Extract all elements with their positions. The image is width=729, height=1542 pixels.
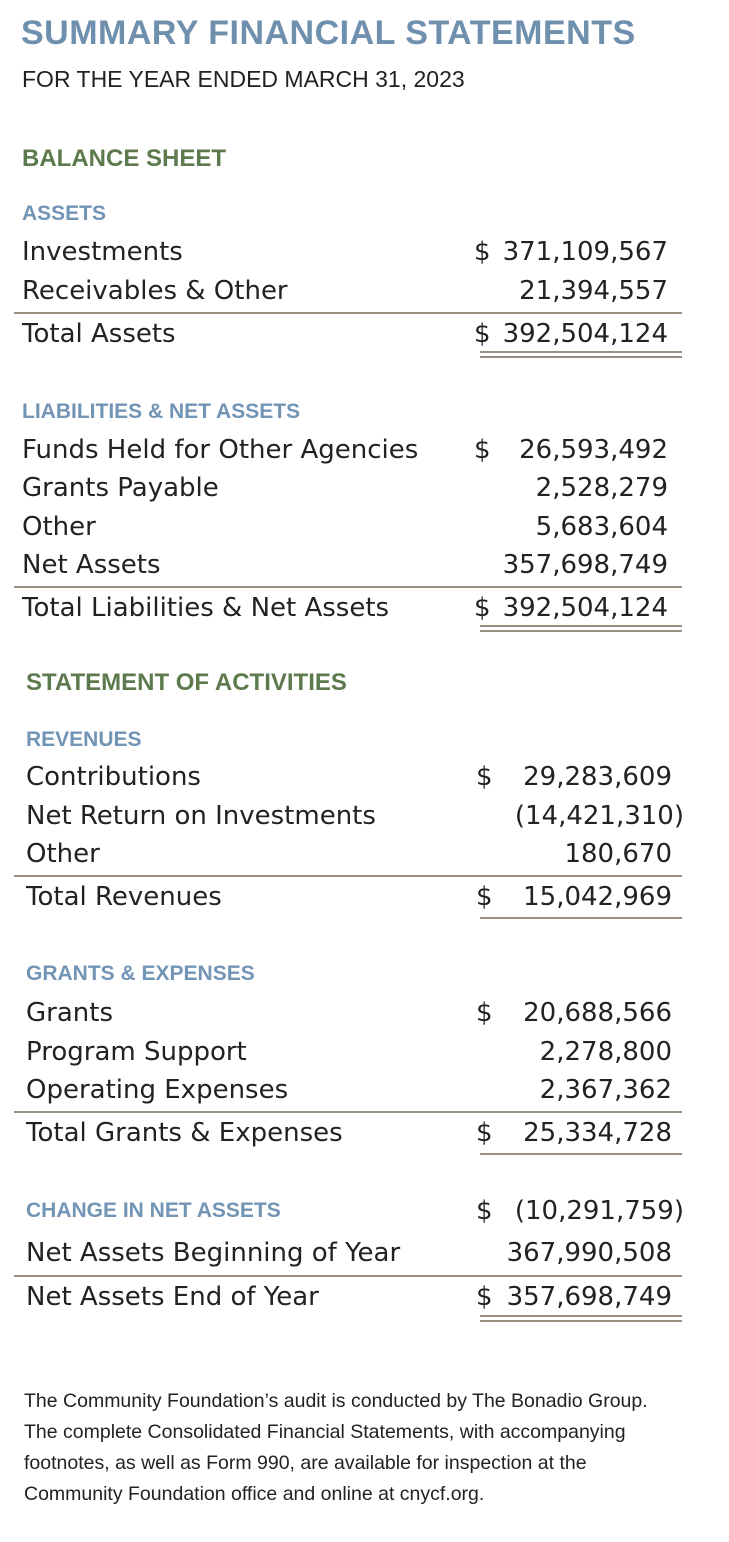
row-label: Total Grants & Expenses — [26, 1118, 343, 1148]
row-currency: $ — [476, 882, 493, 912]
double-underline — [480, 1320, 682, 1322]
double-underline — [480, 356, 682, 358]
row-currency: $ — [476, 1282, 493, 1312]
double-underline — [480, 351, 682, 353]
divider — [14, 1275, 682, 1277]
assets-heading: ASSETS — [22, 202, 107, 225]
row-amount: 367,990,508 — [506, 1238, 672, 1268]
row-amount: (10,291,759) — [514, 1196, 684, 1226]
row-currency: $ — [474, 593, 491, 623]
row-amount: 15,042,969 — [523, 882, 672, 912]
change-in-net-assets-row — [26, 1192, 686, 1230]
row-label: Total Liabilities & Net Assets — [22, 593, 390, 623]
expenses-row-operating — [26, 1071, 686, 1109]
total-revenues-row — [26, 878, 686, 916]
row-label: Total Revenues — [26, 882, 222, 912]
row-amount: 20,688,566 — [523, 998, 672, 1028]
row-currency: $ — [474, 237, 491, 267]
row-label: Net Assets Beginning of Year — [26, 1238, 401, 1268]
footnote-line: Community Foundation office and online at cnycf.org. — [24, 1483, 485, 1505]
liabilities-heading: LIABILITIES & NET ASSETS — [22, 400, 301, 423]
single-underline — [480, 917, 682, 919]
expenses-row-grants — [26, 994, 686, 1032]
row-currency: $ — [474, 435, 491, 465]
row-label: Program Support — [26, 1037, 247, 1067]
double-underline — [480, 1315, 682, 1317]
activities-heading: STATEMENT OF ACTIVITIES — [26, 669, 347, 696]
footnote-line: The Community Foundation’s audit is conducted by The Bonadio Group. — [24, 1390, 648, 1412]
row-amount: 392,504,124 — [502, 319, 668, 349]
footnote — [24, 1386, 714, 1510]
double-underline — [480, 625, 682, 627]
change-heading: CHANGE IN NET ASSETS — [26, 1199, 281, 1222]
total-liabilities-row — [22, 589, 682, 627]
row-label: Operating Expenses — [26, 1075, 289, 1105]
row-amount: 2,278,800 — [539, 1037, 672, 1067]
row-label: Grants — [26, 998, 113, 1028]
assets-row-receivables — [22, 272, 682, 310]
total-assets-row — [22, 315, 682, 353]
row-label: Receivables & Other — [22, 276, 288, 306]
double-underline — [480, 630, 682, 632]
divider — [14, 1111, 682, 1113]
total-expenses-row — [26, 1114, 686, 1152]
divider — [14, 586, 682, 588]
row-label: Contributions — [26, 762, 201, 792]
row-label: Investments — [22, 237, 183, 267]
net-assets-beginning-row — [26, 1234, 686, 1272]
row-label: Other — [26, 839, 100, 869]
row-label: Net Return on Investments — [26, 801, 376, 831]
page-subtitle: FOR THE YEAR ENDED MARCH 31, 2023 — [22, 66, 465, 92]
row-amount: 21,394,557 — [519, 276, 668, 306]
liabilities-row-net-assets — [22, 546, 682, 584]
row-label: Net Assets End of Year — [26, 1282, 319, 1312]
row-currency: $ — [476, 762, 493, 792]
footnote-line: footnotes, as well as Form 990, are available for inspection at the — [24, 1452, 587, 1474]
revenues-heading: REVENUES — [26, 728, 142, 751]
row-label: Funds Held for Other Agencies — [22, 435, 419, 465]
row-amount: 371,109,567 — [502, 237, 668, 267]
revenues-row-other — [26, 835, 686, 873]
row-currency: $ — [474, 319, 491, 349]
expenses-heading: GRANTS & EXPENSES — [26, 962, 255, 985]
page-title: SUMMARY FINANCIAL STATEMENTS — [21, 14, 636, 52]
row-currency: $ — [476, 1196, 493, 1226]
row-amount: 25,334,728 — [523, 1118, 672, 1148]
row-label: Other — [22, 512, 96, 542]
liabilities-row-funds — [22, 431, 682, 469]
row-amount: 5,683,604 — [535, 512, 668, 542]
row-label: Net Assets — [22, 550, 161, 580]
balance-sheet-heading: BALANCE SHEET — [22, 145, 227, 172]
row-label: Total Assets — [22, 319, 176, 349]
revenues-row-net-return — [26, 797, 686, 835]
revenues-row-contributions — [26, 758, 686, 796]
row-currency: $ — [476, 998, 493, 1028]
single-underline — [480, 1153, 682, 1155]
row-amount: 2,528,279 — [535, 473, 668, 503]
divider — [14, 875, 682, 877]
row-amount: 26,593,492 — [519, 435, 668, 465]
row-amount: 357,698,749 — [502, 550, 668, 580]
divider — [14, 312, 682, 314]
expenses-row-program-support — [26, 1033, 686, 1071]
assets-row-investments — [22, 233, 682, 271]
liabilities-row-grants-payable — [22, 469, 682, 507]
row-amount: 2,367,362 — [539, 1075, 672, 1105]
footnote-line: The complete Consolidated Financial Statements, with accompanying — [24, 1421, 626, 1443]
row-amount: (14,421,310) — [514, 801, 684, 831]
row-currency: $ — [476, 1118, 493, 1148]
row-label: Grants Payable — [22, 473, 219, 503]
net-assets-end-row — [26, 1278, 686, 1316]
liabilities-row-other — [22, 508, 682, 546]
row-amount: 29,283,609 — [523, 762, 672, 792]
row-amount: 357,698,749 — [506, 1282, 672, 1312]
row-amount: 180,670 — [564, 839, 672, 869]
row-amount: 392,504,124 — [502, 593, 668, 623]
